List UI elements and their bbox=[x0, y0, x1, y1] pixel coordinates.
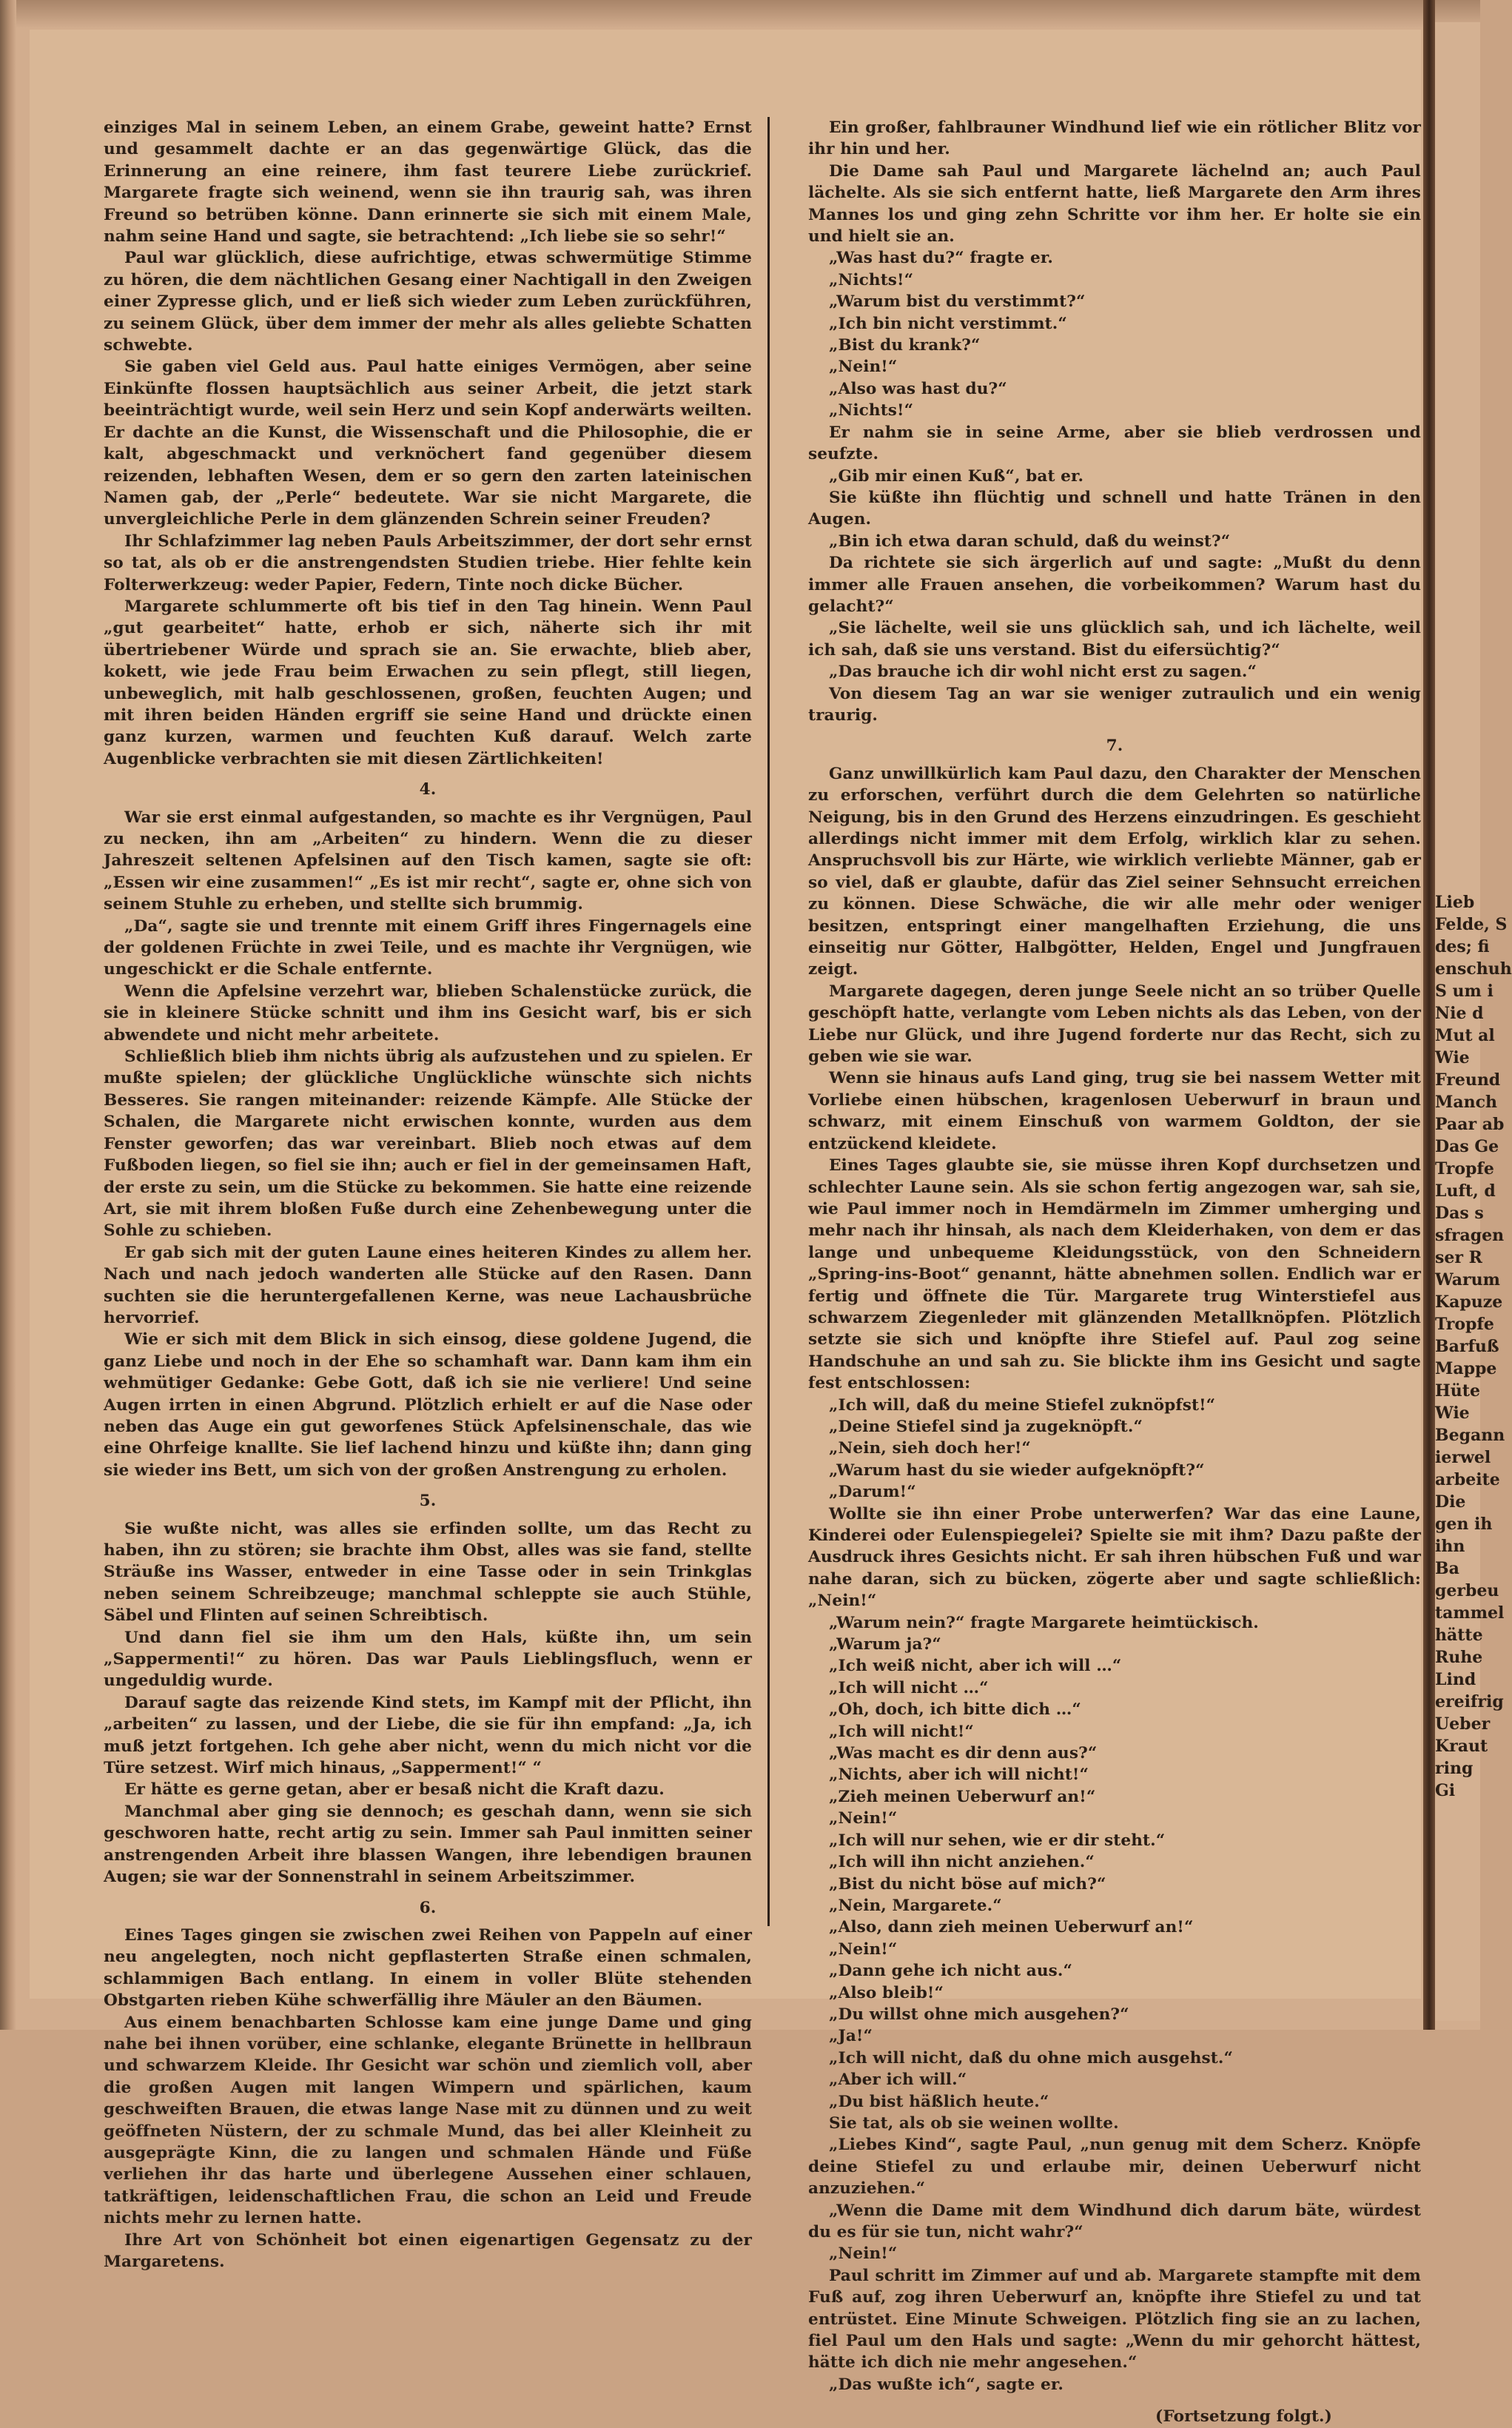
paragraph: Darauf sagte das reizende Kind stets, im Kampf mit der Pflicht, ihn „arbeiten“ zu lassen, und der Liebe, die sie für ihn empfand: „Ja, ich muß jetzt fortgehen. Ich gehe aber nicht, wenn du mich nicht vor die Türe setzest. Wirf mich hinaus, „Sapperment!“ “ bbox=[104, 1693, 752, 1778]
paragraph: „Ich bin nicht verstimmt.“ bbox=[829, 314, 1067, 333]
paragraph: Ganz unwillkürlich kam Paul dazu, den Charakter der Menschen zu erforschen, verführt durch die dem Gelehrten so natürliche Neigung, bis in den Grund des Herzens einzudringen. Es geschieht allerdings nicht immer mit dem Erfolg, wirklich klar zu sehen. Anspruchsvoll bis zur Härte, wie wirklich verliebte Männer, gab er so viel, daß er glaubte, dafür das Ziel seiner Sehnsucht erreichen zu können. Diese Schwäche, die wir alle mehr oder weniger besitzen, entspringt einer mangelhaften Erziehung, die uns einseitig nur Götter, Halbgötter, Helden, Engel und Jungfrauen zeigt. bbox=[808, 764, 1421, 979]
paragraph: „Du bist häßlich heute.“ bbox=[829, 2092, 1049, 2111]
right-text-column bbox=[808, 117, 1421, 2428]
paragraph: Sie wußte nicht, was alles sie erfinden sollte, um das Recht zu haben, ihn zu stören; sie brachte ihm Obst, alles was sie fand, stellte Sträuße ins Wasser, entweder in eine Tasse oder in sein Trinkglas neben seinem Schreibzeuge; manchmal schleppte sie auch Stühle, Säbel und Flinten auf seinen Schreibtisch. bbox=[104, 1519, 752, 1626]
section-number: 6. bbox=[419, 1898, 437, 1917]
paragraph: Wenn die Apfelsine verzehrt war, blieben Schalenstücke zurück, die sie in kleinere Stücke schnitt und ihm ins Gesicht warf, bis er sich abwendete und nicht mehr arbeitete. bbox=[104, 982, 752, 1044]
next-page-fragment: Freund bbox=[1435, 1070, 1501, 1090]
next-page-fragment: des; fi bbox=[1435, 937, 1490, 956]
next-page-fragment: Tropfe bbox=[1435, 1159, 1494, 1178]
paragraph: „Deine Stiefel sind ja zugeknöpft.“ bbox=[829, 1417, 1143, 1436]
section-number: 5. bbox=[419, 1492, 437, 1511]
next-page-fragment: Die bbox=[1435, 1492, 1466, 1512]
next-page-fragment: Ba bbox=[1435, 1559, 1459, 1578]
paragraph: „Das wußte ich“, sagte er. bbox=[829, 2375, 1064, 2394]
paragraph: „Bist du krank?“ bbox=[829, 336, 981, 355]
next-page-fragment: Warum bbox=[1435, 1270, 1500, 1290]
next-page-fragment: Das s bbox=[1435, 1204, 1484, 1223]
paragraph: Ein großer, fahlbrauner Windhund lief wie ein rötlicher Blitz vor ihr hin und her. bbox=[808, 118, 1421, 159]
paragraph: „Warum nein?“ fragte Margarete heimtückisch. bbox=[829, 1613, 1259, 1632]
next-page-fragment: Lind bbox=[1435, 1670, 1476, 1689]
next-page-fragment: arbeite bbox=[1435, 1470, 1500, 1489]
paragraph: „Aber ich will.“ bbox=[829, 2070, 967, 2090]
paragraph: Er hätte es gerne getan, aber er besaß nicht die Kraft dazu. bbox=[124, 1780, 665, 1800]
paragraph: „Nein, sieh doch her!“ bbox=[829, 1439, 1031, 1458]
paragraph: „Oh, doch, ich bitte dich …“ bbox=[829, 1700, 1081, 1720]
paragraph: „Ich weiß nicht, aber ich will …“ bbox=[829, 1657, 1122, 1676]
next-page-fragment: ihn bbox=[1435, 1537, 1465, 1556]
paragraph: „Ja!“ bbox=[829, 2027, 873, 2046]
next-page-fragment: Kapuze bbox=[1435, 1292, 1503, 1312]
next-page-edge bbox=[1435, 22, 1512, 2021]
paragraph: Ihr Schlafzimmer lag neben Pauls Arbeitszimmer, der dort sehr ernst so tat, als ob er die anstrengendsten Studien triebe. Hier fehlte kein Folterwerkzeug: weder Papier, Federn, Tinte noch dicke Bücher. bbox=[104, 531, 752, 594]
paragraph: einziges Mal in seinem Leben, an einem Grabe, geweint hatte? Ernst und gesammelt dachte er an das gegenwärtige Glück, das die Erinnerung an eine reinere, ihm fast teurere Liebe zurückrief. Margarete fragte sich weinend, wenn sie ihn traurig sah, was ihren Freund so betrüben könne. Dann erinnerte sie sich mit einem Male, nahm seine Hand und sagte, sie betrachtend: „Ich liebe sie so sehr!“ bbox=[104, 118, 752, 247]
next-page-fragment: tammel bbox=[1435, 1603, 1505, 1623]
book-gutter bbox=[1423, 0, 1435, 2030]
paragraph: „Also bleib!“ bbox=[829, 1983, 944, 2002]
paragraph: „Da“, sagte sie und trennte mit einem Griff ihres Fingernagels eine der goldenen Früchte in zwei Teile, und es machte ihr Vergnügen, wie ungeschickt er die Schale entfernte. bbox=[104, 916, 752, 979]
paragraph: „Warum hast du sie wieder aufgeknöpft?“ bbox=[829, 1461, 1205, 1480]
paragraph: „Bist du nicht böse auf mich?“ bbox=[829, 1874, 1106, 1894]
paragraph: War sie erst einmal aufgestanden, so machte es ihr Vergnügen, Paul zu necken, ihn am „Arbeiten“ zu hindern. Wenn die zu dieser Jahreszeit seltenen Apfelsinen auf den Tisch kamen, sagte sie oft: „Essen wir eine zusammen!“ „Es ist mir recht“, sagte er, ohne sich von seinem Stuhle zu erheben, und stellte sich brummig. bbox=[104, 808, 752, 914]
paragraph: „Ich will ihn nicht anziehen.“ bbox=[829, 1853, 1095, 1872]
paragraph: Paul war glücklich, diese aufrichtige, etwas schwermütige Stimme zu hören, die dem nächtlichen Gesang einer Nachtigall in den Zweigen einer Zypresse glich, und er ließ sich wieder zum Leben zurückführen, zu seinem Glück, über dem immer der mehr als alles geliebte Schatten schwebte. bbox=[104, 249, 752, 355]
paragraph: „Was hast du?“ fragte er. bbox=[829, 249, 1053, 268]
next-page-fragment: hätte bbox=[1435, 1626, 1483, 1645]
paragraph: „Nichts!“ bbox=[829, 401, 914, 420]
paragraph: Die Dame sah Paul und Margarete lächelnd an; auch Paul lächelte. Als sie sich entfernt hatte, ließ Margarete den Arm ihres Mannes los und ging zehn Schritte vor ihm her. Er holte sie ein und hielt sie an. bbox=[808, 161, 1421, 247]
next-page-fragment: Manch bbox=[1435, 1093, 1497, 1112]
next-page-fragment: Lieb bbox=[1435, 893, 1475, 912]
next-page-fragment: Barfuß bbox=[1435, 1337, 1499, 1356]
paragraph: „Gib mir einen Kuß“, bat er. bbox=[829, 466, 1084, 486]
paragraph: „Nein!“ bbox=[829, 1809, 898, 1828]
next-page-fragment: Das Ge bbox=[1435, 1137, 1499, 1156]
paragraph: „Also, dann zieh meinen Ueberwurf an!“ bbox=[829, 1918, 1194, 1937]
next-page-fragment: gen ih bbox=[1435, 1515, 1493, 1534]
next-page-fragment: enschuh bbox=[1435, 959, 1512, 979]
paragraph: Aus einem benachbarten Schlosse kam eine junge Dame und ging nahe bei ihnen vorüber, eine schlanke, elegante Brünette in hellbraun und schwarzem Kleide. Ihr Gesicht war schön und ziemlich voll, aber die großen Augen mit langen Wimpern und spärlichen, kaum geschweiften Brauen, die etwas lange Nase mit zu dünnen und zu weit geöffneten Nüstern, der zu schmale Mund, das bei aller Kleinheit zu ausgeprägte Kinn, die zu langen und schmalen Hände und Füße verliehen ihr das harte und überlegene Aussehen einer schlauen, tatkräftigen, leidenschaftlichen Frau, die schon an Leid und Freude nichts mehr zu lernen hatte. bbox=[104, 2013, 752, 2228]
next-page-fragment: Mut al bbox=[1435, 1026, 1495, 1045]
left-text-column bbox=[104, 117, 752, 2273]
paragraph: „Du willst ohne mich ausgehen?“ bbox=[829, 2005, 1129, 2024]
paragraph: Er gab sich mit der guten Laune eines heiteren Kindes zu allem her. Nach und nach jedoch wanderten alle Stücke auf den Rasen. Dann suchten sie die heruntergefallenen Kerne, was neue Lachausbrüche hervorrief. bbox=[104, 1243, 752, 1327]
next-page-fragment: Wie bbox=[1435, 1404, 1470, 1423]
paragraph: Eines Tages gingen sie zwischen zwei Reihen von Pappeln auf einer neu angelegten, noch nicht gepflasterten Straße einen schmalen, schlammigen Bach entlang. In einem in voller Blüte stehenden Obstgarten rieben Kühe schwerfällig ihre Mäuler an den Bäumen. bbox=[104, 1925, 752, 2011]
paragraph: „Zieh meinen Ueberwurf an!“ bbox=[829, 1787, 1096, 1806]
next-page-fragment: ring bbox=[1435, 1759, 1474, 1778]
paragraph: „Ich will nur sehen, wie er dir steht.“ bbox=[829, 1831, 1166, 1850]
paragraph: Sie gaben viel Geld aus. Paul hatte einiges Vermögen, aber seine Einkünfte flossen hauptsächlich aus seiner Arbeit, die jetzt stark beeinträchtigt wurde, weil sein Herz und sein Kopf anderwärts weilten. Er dachte an die Kunst, die Wissenschaft und die Philosophie, die er kalt, abgeschmackt und verknöchert fand gegenüber diesem reizenden, lebhaften Wesen, dem er so gern den zarten lateinischen Namen gab, der „Perle“ bedeutete. War sie nicht Margarete, die unvergleichliche Perle in dem glänzenden Schrein seiner Freuden? bbox=[104, 358, 752, 529]
next-page-fragment: Nie d bbox=[1435, 1004, 1484, 1023]
next-page-fragment: Gi bbox=[1435, 1781, 1456, 1800]
next-page-fragment: Mappe bbox=[1435, 1359, 1497, 1378]
paragraph: „Warum bist du verstimmt?“ bbox=[829, 292, 1086, 312]
paragraph: Ihre Art von Schönheit bot einen eigenartigen Gegensatz zu der Margaretens. bbox=[104, 2230, 752, 2271]
paragraph: „Nein!“ bbox=[829, 2244, 898, 2264]
paragraph: „Ich will, daß du meine Stiefel zuknöpfst!“ bbox=[829, 1395, 1216, 1415]
next-page-fragment: Luft, d bbox=[1435, 1181, 1496, 1201]
next-page-fragment: Ruhe bbox=[1435, 1648, 1483, 1667]
paragraph: „Sie lächelte, weil sie uns glücklich sah, und ich lächelte, weil ich sah, daß sie uns verstand. Bist du eifersüchtig?“ bbox=[808, 619, 1421, 660]
next-page-fragment: ser R bbox=[1435, 1248, 1482, 1267]
paragraph: „Dann gehe ich nicht aus.“ bbox=[829, 1962, 1073, 1981]
paragraph: „Warum ja?“ bbox=[829, 1635, 941, 1654]
paragraph: Margarete dagegen, deren junge Seele nicht an so trüber Quelle geschöpft hatte, verlangte vom Leben nichts als das Leben, von der Liebe nur Glück, und ihre Jugend forderte nur das Recht, sich zu geben wie sie war. bbox=[808, 982, 1421, 1067]
page-top-edge bbox=[0, 0, 1480, 28]
paragraph: „Wenn die Dame mit dem Windhund dich darum bäte, würdest du es für sie tun, nicht wahr?“ bbox=[808, 2201, 1421, 2241]
paragraph: Schließlich blieb ihm nichts übrig als aufzustehen und zu spielen. Er mußte spielen; der glückliche Unglückliche wünschte sich nichts Besseres. Sie rangen miteinander: reizende Kämpfe. Alle Stücke der Schalen, die Margarete nicht erwischen konnte, wurden aus dem Fenster geworfen; das war vereinbart. Blieb noch etwas auf dem Fußboden liegen, so fiel sie ihn; auch er fiel in der gemeinsamen Haft, der erste zu sein, um die Stücke zu bekommen. Sie hatte eine reizende Art, sie mit ihrem bloßen Fuße durch eine Zehenbewegung unter die Sohle zu schieben. bbox=[104, 1047, 752, 1241]
next-page-fragment: Kraut bbox=[1435, 1737, 1488, 1756]
continuation-note: (Fortsetzung folgt.) bbox=[1155, 2407, 1332, 2427]
paragraph: Manchmal aber ging sie dennoch; es geschah dann, wenn sie sich geschworen hatte, recht artig zu sein. Immer sah Paul inmitten seiner anstrengenden Arbeit ihre blassen Wangen, ihre lebendigen braunen Augen; sie war der Sonnenstrahl in seinem Arbeitszimmer. bbox=[104, 1802, 752, 1887]
paragraph: Sie küßte ihn flüchtig und schnell und hatte Tränen in den Augen. bbox=[808, 488, 1421, 529]
paragraph: „Liebes Kind“, sagte Paul, „nun genug mit dem Scherz. Knöpfe deine Stiefel zu und erlaube mir, deinen Ueberwurf nicht anzuziehen.“ bbox=[808, 2136, 1421, 2199]
paragraph: „Nein!“ bbox=[829, 358, 898, 377]
column-divider bbox=[767, 117, 770, 1926]
paragraph: Wie er sich mit dem Blick in sich einsog, diese goldene Jugend, die ganz Liebe und noch in der Ehe so schamhaft war. Dann kam ihm ein wehmütiger Gedanke: Gebe Gott, daß ich sie nie verliere! Und seine Augen irrten in einen Abgrund. Plötzlich erhielt er auf die Nase oder neben das Auge ein gut geworfenes Stück Apfelsinenschale, das wie eine Ohrfeige knallte. Sie lief lachend hinzu und küßte ihn; dann ging sie wieder ins Bett, um sich von der großen Anstrengung zu erholen. bbox=[104, 1330, 752, 1480]
next-page-fragment: gerbeu bbox=[1435, 1581, 1499, 1600]
next-page-fragment: ierwel bbox=[1435, 1448, 1491, 1467]
paragraph: „Nein!“ bbox=[829, 1939, 898, 1959]
next-page-fragment: Hüte bbox=[1435, 1381, 1480, 1401]
paragraph: Von diesem Tag an war sie weniger zutraulich und ein wenig traurig. bbox=[808, 684, 1421, 725]
paragraph: Eines Tages glaubte sie, sie müsse ihren Kopf durchsetzen und schlechter Laune sein. Als sie schon fertig angezogen war, sah sie, wie Paul immer noch in Hemdärmeln im Zimmer umherging und mehr nach ihr hinsah, als nach dem Kleiderhaken, von dem er das lange und unbequeme Kleidungsstück, von den Schneidern „Spring-ins-Boot“ genannt, hätte abnehmen sollen. Endlich war er fertig und öffnete die Tür. Margarete trug Winterstiefel aus schwarzem Ziegenleder mit glänzenden Metallknöpfen. Plötzlich setzte sie sich und knöpfte ihre Stiefel auf. Paul zog seine Handschuhe an und sah zu. Sie blickte ihm ins Gesicht und sagte fest entschlossen: bbox=[808, 1156, 1421, 1393]
section-number: 4. bbox=[419, 780, 437, 799]
paragraph: „Nein, Margarete.“ bbox=[829, 1896, 1002, 1915]
paragraph: Da richtete sie sich ärgerlich auf und sagte: „Mußt du denn immer alle Frauen ansehen, die vorbeikommen? Warum hast du gelacht?“ bbox=[808, 554, 1421, 616]
next-page-fragment: Felde, S bbox=[1435, 915, 1508, 934]
paragraph: „Das brauche ich dir wohl nicht erst zu sagen.“ bbox=[829, 663, 1257, 682]
next-page-fragment: S um i bbox=[1435, 982, 1493, 1001]
paragraph: „Nichts, aber ich will nicht!“ bbox=[829, 1765, 1089, 1785]
page-left-edge bbox=[0, 0, 16, 2030]
paragraph: Paul schritt im Zimmer auf und ab. Margarete stampfte mit dem Fuß auf, zog ihren Ueberwurf an, knöpfte ihre Stiefel zu und tat entrüstet. Eine Minute Schweigen. Plötzlich fing sie an zu lachen, fiel Paul um den Hals und sagte: „Wenn du mir gehorcht hättest, hätte ich dich nie mehr angesehen.“ bbox=[808, 2266, 1421, 2372]
paragraph: Margarete schlummerte oft bis tief in den Tag hinein. Wenn Paul „gut gearbeitet“ hatte, erhob er sich, näherte sich ihr mit übertriebener Würde und sprach sie an. Sie erwachte, blieb aber, kokett, wie jede Frau beim Erwachen zu sein pflegt, still liegen, unbeweglich, mit halb geschlossenen, großen, feuchten Augen; und mit ihren beiden Händen ergriff sie seine Hand und drückte einen ganz kurzen, warmen und feuchten Kuß darauf. Welch zarte Augenblicke verbrachten sie mit diesen Zärtlichkeiten! bbox=[104, 597, 752, 768]
paragraph: „Nichts!“ bbox=[829, 270, 914, 289]
next-page-fragment: Begann bbox=[1435, 1426, 1505, 1445]
paragraph: „Bin ich etwa daran schuld, daß du weinst?“ bbox=[829, 531, 1231, 551]
section-number: 7. bbox=[1106, 737, 1123, 756]
next-page-fragment: Tropfe bbox=[1435, 1315, 1494, 1334]
next-page-fragment: Ueber bbox=[1435, 1714, 1491, 1734]
next-page-fragment: sfragen bbox=[1435, 1226, 1505, 1245]
paragraph: „Darum!“ bbox=[829, 1483, 916, 1502]
paragraph: Und dann fiel sie ihm um den Hals, küßte ihn, um sein „Sappermenti!“ zu hören. Das war Pauls Lieblingsfluch, wenn er ungeduldig wurde. bbox=[104, 1628, 752, 1691]
paragraph: „Also was hast du?“ bbox=[829, 379, 1007, 398]
next-page-fragment: Wie bbox=[1435, 1048, 1470, 1067]
paragraph: Wenn sie hinaus aufs Land ging, trug sie bei nassem Wetter mit Vorliebe einen hübschen, kragenlosen Ueberwurf in braun und schwarz, mit einem Einschuß von warmem Goldton, der sie entzückend kleidete. bbox=[808, 1069, 1421, 1153]
next-page-fragment: Paar ab bbox=[1435, 1115, 1505, 1134]
paragraph: „Ich will nicht …“ bbox=[829, 1678, 989, 1697]
paragraph: „Ich will nicht, daß du ohne mich ausgehst.“ bbox=[829, 2048, 1234, 2068]
next-page-fragment: ereifrig bbox=[1435, 1692, 1504, 1711]
paragraph: Sie tat, als ob sie weinen wollte. bbox=[829, 2113, 1119, 2133]
paragraph: „Ich will nicht!“ bbox=[829, 1722, 974, 1741]
paragraph: „Was macht es dir denn aus?“ bbox=[829, 1744, 1098, 1763]
paragraph: Wollte sie ihn einer Probe unterwerfen? War das eine Laune, Kinderei oder Eulenspiegelei? Spielte sie mit ihm? Dazu paßte der Ausdruck ihres Gesichts nicht. Er sah ihren hübschen Fuß und war nahe daran, sich zu bücken, zögerte aber und sagte schließlich: „Nein!“ bbox=[808, 1504, 1421, 1611]
paragraph: Er nahm sie in seine Arme, aber sie blieb verdrossen und seufzte. bbox=[808, 423, 1421, 464]
